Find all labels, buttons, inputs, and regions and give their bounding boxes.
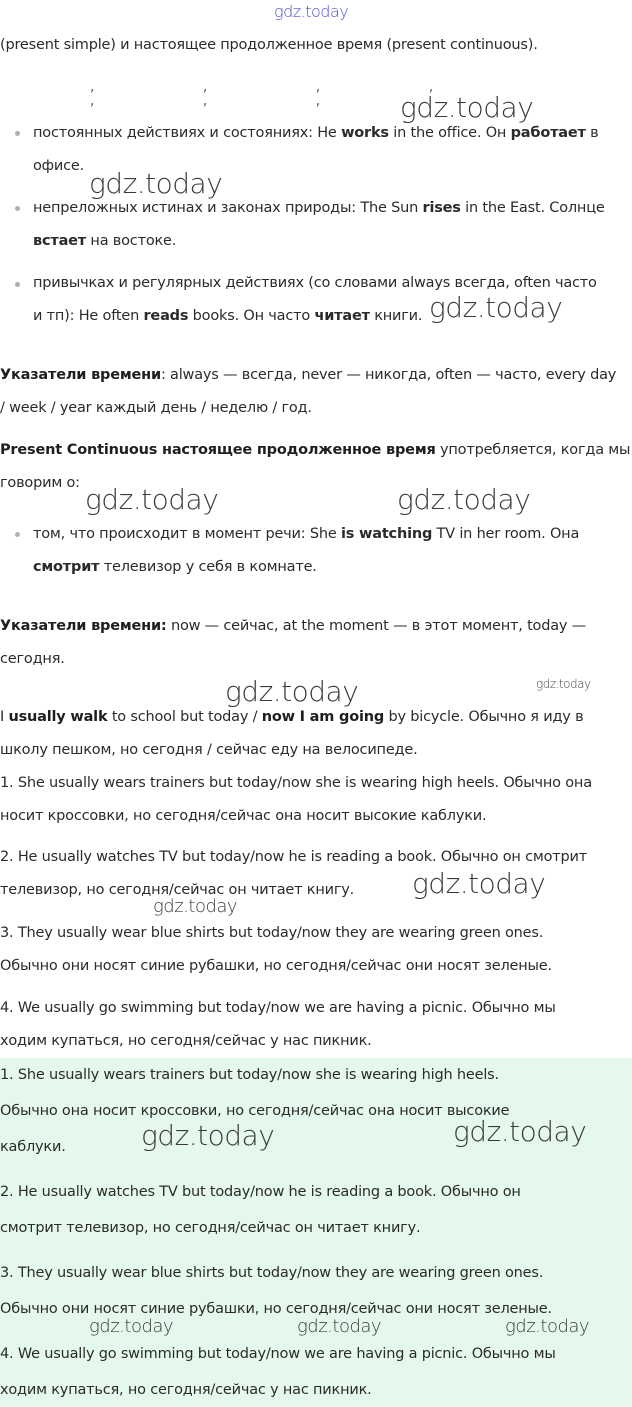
- bullet-dot: [15, 131, 20, 136]
- list-item-simple-2: непреложных истинах и законах природы: The Sun rises in the East. Солнце: [33, 200, 605, 216]
- answer-4: 4. We usually go swimming but today/now we are having a picnic. Обычно мы: [0, 1000, 556, 1016]
- green-answer-2-line2: смотрит телевизор, но сегодня/сейчас он читает книгу.: [0, 1220, 421, 1236]
- list-item-simple-1-line2: офисе.: [33, 158, 84, 174]
- green-answer-3-line2: Обычно они носят синие рубашки, но сегодня/сейчас они носят зеленые.: [0, 1301, 552, 1317]
- list-item-simple-2-line2: встает на востоке.: [33, 233, 177, 249]
- answer-1: 1. She usually wears trainers but today/now she is wearing high heels. Обычно она: [0, 775, 592, 791]
- watermark: gdz.today: [400, 91, 534, 124]
- time-markers-simple-line2: / week / year каждый день / неделю / год.: [0, 400, 312, 416]
- continuous-intro: Present Continuous настоящее продолженное время употребляется, когда мы: [0, 442, 631, 458]
- list-item-simple-3: привычках и регулярных действиях (со словами always всегда, often часто: [33, 275, 597, 291]
- green-answer-3: 3. They usually wear blue shirts but today/now they are wearing green ones.: [0, 1265, 544, 1281]
- green-answer-4-line2: ходим купаться, но сегодня/сейчас у нас пикник.: [0, 1382, 372, 1398]
- bullet-dot: [15, 532, 20, 537]
- green-answer-1-line2: Обычно она носит кроссовки, но сегодня/сейчас она носит высокие: [0, 1103, 510, 1119]
- list-item-simple-1: постоянных действиях и состояниях: He works in the office. Он работает в: [33, 125, 599, 141]
- watermark: gdz.today: [225, 675, 359, 708]
- answer-2: 2. He usually watches TV but today/now he is reading a book. Обычно он смотрит: [0, 849, 587, 865]
- watermark: gdz.today: [397, 483, 531, 516]
- answer-4-line2: ходим купаться, но сегодня/сейчас у нас пикник.: [0, 1033, 372, 1049]
- time-markers-continuous: Указатели времени: now — сейчас, at the moment — в этот момент, today —: [0, 618, 587, 634]
- watermark: gdz.today: [505, 1316, 590, 1337]
- watermark: gdz.today: [453, 1115, 587, 1148]
- list-item-simple-3-line2: и тп): He often reads books. Он часто читает книги.: [33, 308, 423, 324]
- watermark: gdz.today: [412, 867, 546, 900]
- time-markers-continuous-line2: сегодня.: [0, 651, 65, 667]
- watermark: gdz.today: [89, 167, 223, 200]
- watermark: gdz.today: [536, 677, 591, 691]
- list-item-continuous-line2: смотрит телевизор у себя в комнате.: [33, 559, 317, 575]
- answer-2-line2: телевизор, но сегодня/сейчас он читает книгу.: [0, 882, 355, 898]
- example-sentence: I usually walk to school but today / now I am going by bicycle. Обычно я иду в: [0, 709, 584, 725]
- watermark: gdz.today: [297, 1316, 382, 1337]
- watermark: gdz.today: [85, 483, 219, 516]
- green-answer-1: 1. She usually wears trainers but today/now she is wearing high heels.: [0, 1067, 499, 1083]
- answer-1-line2: носит кроссовки, но сегодня/сейчас она носит высокие каблуки.: [0, 808, 487, 824]
- bullet-dot: [15, 282, 20, 287]
- answer-3-line2: Обычно они носят синие рубашки, но сегодня/сейчас они носят зеленые.: [0, 958, 552, 974]
- green-answer-2: 2. He usually watches TV but today/now he is reading a book. Обычно он: [0, 1184, 521, 1200]
- list-item-continuous: том, что происходит в момент речи: She is watching TV in her room. Она: [33, 526, 580, 542]
- intro-line: (present simple) и настоящее продолженное время (present continuous).: [0, 37, 538, 53]
- cut-off-line: , , , , , , ,: [90, 79, 486, 109]
- bullet-dot: [15, 206, 20, 211]
- watermark: gdz.today: [141, 1119, 275, 1152]
- watermark: gdz.today: [429, 291, 563, 324]
- watermark-top: gdz.today: [274, 2, 349, 21]
- green-answer-1-line3: каблуки.: [0, 1139, 66, 1155]
- green-answer-4: 4. We usually go swimming but today/now we are having a picnic. Обычно мы: [0, 1346, 556, 1362]
- watermark: gdz.today: [153, 896, 238, 917]
- continuous-intro-line2: говорим о:: [0, 475, 80, 491]
- example-sentence-line2: школу пешком, но сегодня / сейчас еду на велосипеде.: [0, 742, 418, 758]
- time-markers-simple: Указатели времени: always — всегда, never — никогда, often — часто, every day: [0, 367, 617, 383]
- answer-3: 3. They usually wear blue shirts but today/now they are wearing green ones.: [0, 925, 544, 941]
- watermark: gdz.today: [89, 1316, 174, 1337]
